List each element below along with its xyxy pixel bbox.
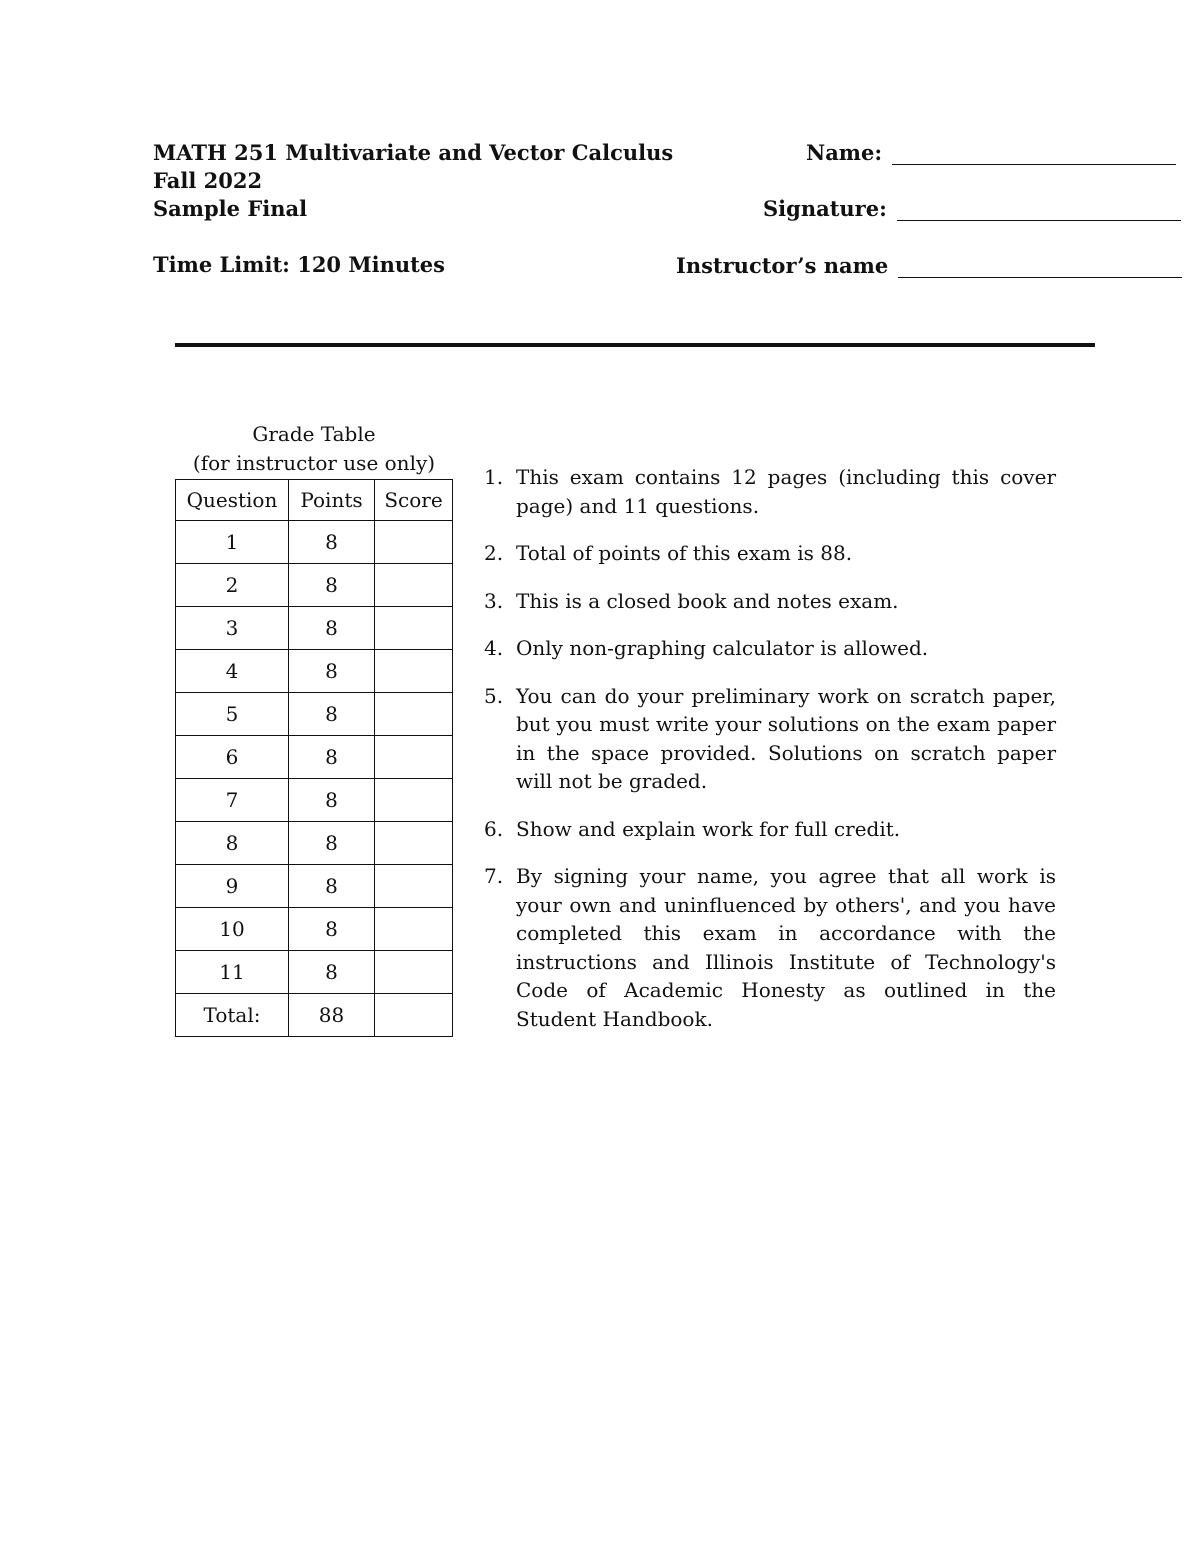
question-points: 8 (289, 822, 375, 865)
table-row (176, 822, 453, 865)
table-row (176, 564, 453, 607)
table-row (176, 521, 453, 564)
name-blank[interactable] (892, 144, 1176, 165)
question-points: 8 (289, 779, 375, 822)
table-row (176, 736, 453, 779)
question-number: 6 (176, 736, 289, 779)
term: Fall 2022 (153, 168, 263, 193)
score-cell[interactable] (375, 521, 453, 564)
question-number: 1 (176, 521, 289, 564)
item-text: You can do your preliminary work on scratch paper, but you must write your solutions on the exam paper in the space provided. Solutions on scratch paper will not be graded. (516, 683, 1056, 793)
question-points: 8 (289, 650, 375, 693)
total-score-cell[interactable] (375, 994, 453, 1037)
list-item (484, 815, 1056, 844)
question-points: 8 (289, 736, 375, 779)
name-field (806, 140, 1176, 165)
instructions-list (484, 463, 1056, 1052)
item-number: 2. (484, 541, 504, 565)
score-cell[interactable] (375, 951, 453, 994)
score-cell[interactable] (375, 607, 453, 650)
question-number: 3 (176, 607, 289, 650)
instructor-field (676, 253, 1182, 278)
course-title: MATH 251 Multivariate and Vector Calculus (153, 140, 674, 165)
score-cell[interactable] (375, 822, 453, 865)
list-item (484, 862, 1056, 1033)
instructor-blank[interactable] (898, 257, 1182, 278)
total-row (176, 994, 453, 1037)
score-cell[interactable] (375, 693, 453, 736)
score-cell[interactable] (375, 564, 453, 607)
item-text: Show and explain work for full credit. (516, 816, 901, 841)
grade-table-title: Grade Table (252, 422, 376, 446)
table-row (176, 607, 453, 650)
table-row (176, 951, 453, 994)
score-cell[interactable] (375, 865, 453, 908)
table-row (176, 865, 453, 908)
question-points: 8 (289, 607, 375, 650)
total-label: Total: (176, 994, 289, 1037)
list-item (484, 682, 1056, 796)
table-row (176, 693, 453, 736)
item-number: 3. (484, 588, 504, 613)
item-text: By signing your name, you agree that all work is your own and uninfluenced by others', and you have completed this exam in accordance with the instructions and Illinois Institute of Technology's Code of Academic Honesty as outlined in the Student Handbook. (516, 864, 1056, 1031)
item-text: This exam contains 12 pages (including this cover page) and 11 questions. (516, 465, 1056, 518)
question-points: 8 (289, 564, 375, 607)
signature-blank[interactable] (897, 200, 1181, 221)
item-number: 1. (484, 465, 504, 489)
question-number: 9 (176, 865, 289, 908)
question-number: 8 (176, 822, 289, 865)
grade-table-caption (175, 420, 453, 478)
question-number: 10 (176, 908, 289, 951)
header-question: Question (176, 480, 289, 521)
score-cell[interactable] (375, 779, 453, 822)
list-item (484, 463, 1056, 520)
signature-field (763, 196, 1181, 221)
header-score: Score (375, 480, 453, 521)
list-item (484, 587, 1056, 616)
question-points: 8 (289, 693, 375, 736)
question-number: 4 (176, 650, 289, 693)
item-text: Total of points of this exam is 88. (516, 541, 853, 565)
question-points: 8 (289, 865, 375, 908)
exam-title: Sample Final (153, 196, 308, 221)
score-cell[interactable] (375, 908, 453, 951)
instructor-label: Instructor’s name (676, 253, 889, 278)
question-number: 11 (176, 951, 289, 994)
question-points: 8 (289, 951, 375, 994)
time-limit: Time Limit: 120 Minutes (153, 252, 445, 277)
table-row (176, 779, 453, 822)
item-text: This is a closed book and notes exam. (516, 588, 899, 613)
item-number: 5. (484, 683, 504, 708)
total-points: 88 (289, 994, 375, 1037)
header-divider (175, 343, 1095, 347)
question-number: 2 (176, 564, 289, 607)
item-text: Only non-graphing calculator is allowed. (516, 636, 929, 660)
item-number: 7. (484, 864, 504, 888)
question-points: 8 (289, 521, 375, 564)
question-points: 8 (289, 908, 375, 951)
score-cell[interactable] (375, 650, 453, 693)
exam-header (153, 139, 673, 279)
question-number: 7 (176, 779, 289, 822)
grade-table (175, 479, 453, 1037)
header-points: Points (289, 480, 375, 521)
item-number: 6. (484, 816, 504, 841)
grade-table-subtitle: (for instructor use only) (192, 451, 436, 475)
score-cell[interactable] (375, 736, 453, 779)
list-item (484, 539, 1056, 568)
name-label: Name: (806, 140, 883, 165)
list-item (484, 634, 1056, 663)
grade-table-header-row (176, 480, 453, 521)
item-number: 4. (484, 636, 504, 660)
question-number: 5 (176, 693, 289, 736)
table-row (176, 908, 453, 951)
signature-label: Signature: (763, 196, 887, 221)
table-row (176, 650, 453, 693)
